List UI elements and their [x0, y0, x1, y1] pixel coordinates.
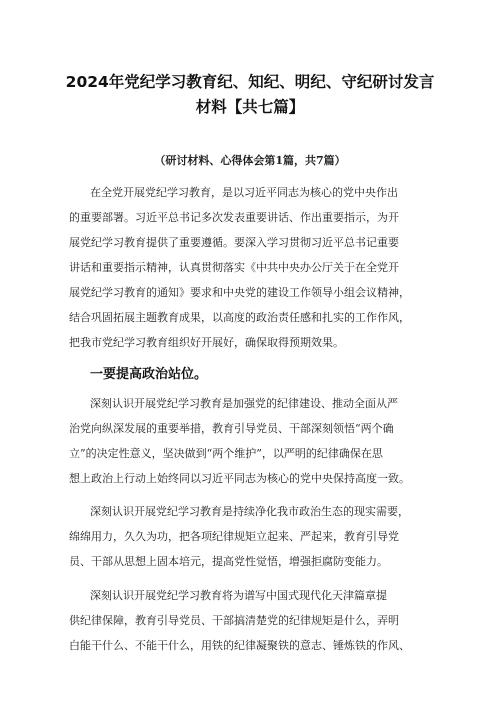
intro-line-7: 把我市党纪学习教育组织好开展好，确保取得预期效果。: [69, 336, 344, 349]
para1-line-1: 深刻认识开展党纪学习教育是加强党的纪律建设、推动全面从严: [90, 397, 398, 410]
para2-line-1: 深刻认识开展党纪学习教育是持续净化我市政治生态的现实需要，: [90, 505, 409, 518]
para2-line-2: 绵绵用力，久久为功，把各项纪律规矩立起来、严起来，教育引导党: [69, 530, 399, 543]
para3-line-1: 深刻认识开展党纪学习教育将为谱写中国式现代化天津篇章提: [90, 589, 387, 602]
para3-line-2: 供纪律保障，教育引导党员、干部搞清楚党的纪律规矩是什么，弄明: [69, 614, 399, 627]
para1-line-4: 想上政治上行动上始终同以习近平同志为核心的党中央保持高度一致。: [69, 472, 410, 485]
intro-line-6: 结合巩固拓展主题教育成果，以高度的政治责任感和扎实的工作作风，: [69, 311, 410, 324]
document-title-line-1: 2024年党纪学习教育纪、知纪、明纪、守纪研讨发言: [65, 73, 435, 91]
para1-line-3: 立”的决定性意义，坚决做到“两个维护”，以严明的纪律确保在思: [69, 447, 383, 460]
para2-line-3: 员、干部从思想上固本培元，提高党性觉悟，增强拒腐防变能力。: [69, 555, 388, 568]
intro-line-4: 讲话和重要指示精神，认真贯彻落实《中共中央办公厅关于在全党开: [69, 261, 399, 274]
intro-line-5: 展党纪学习教育的通知》要求和中央党的建设工作领导小组会议精神，: [69, 286, 410, 299]
para3-line-3: 白能干什么、不能干什么，用铁的纪律凝聚铁的意志、锤炼铁的作风、: [69, 639, 410, 652]
intro-line-2: 的重要部署。习近平总书记多次发表重要讲话、作出重要指示，为开: [69, 211, 399, 224]
intro-line-1: 在全党开展党纪学习教育，是以习近平同志为核心的党中央作出: [90, 186, 398, 199]
section-heading: 一要提高政治站位。: [90, 367, 208, 382]
para1-line-2: 治党向纵深发展的重要举措，教育引导党员、干部深刻领悟“两个确: [69, 422, 394, 435]
document-subtitle: （研讨材料、心得体会第1篇，共7篇）: [154, 154, 346, 167]
document-title-line-2: 材料【共七篇】: [195, 98, 305, 116]
intro-line-3: 展党纪学习教育提供了重要遵循。要深入学习贯彻习近平总书记重要: [69, 236, 399, 249]
